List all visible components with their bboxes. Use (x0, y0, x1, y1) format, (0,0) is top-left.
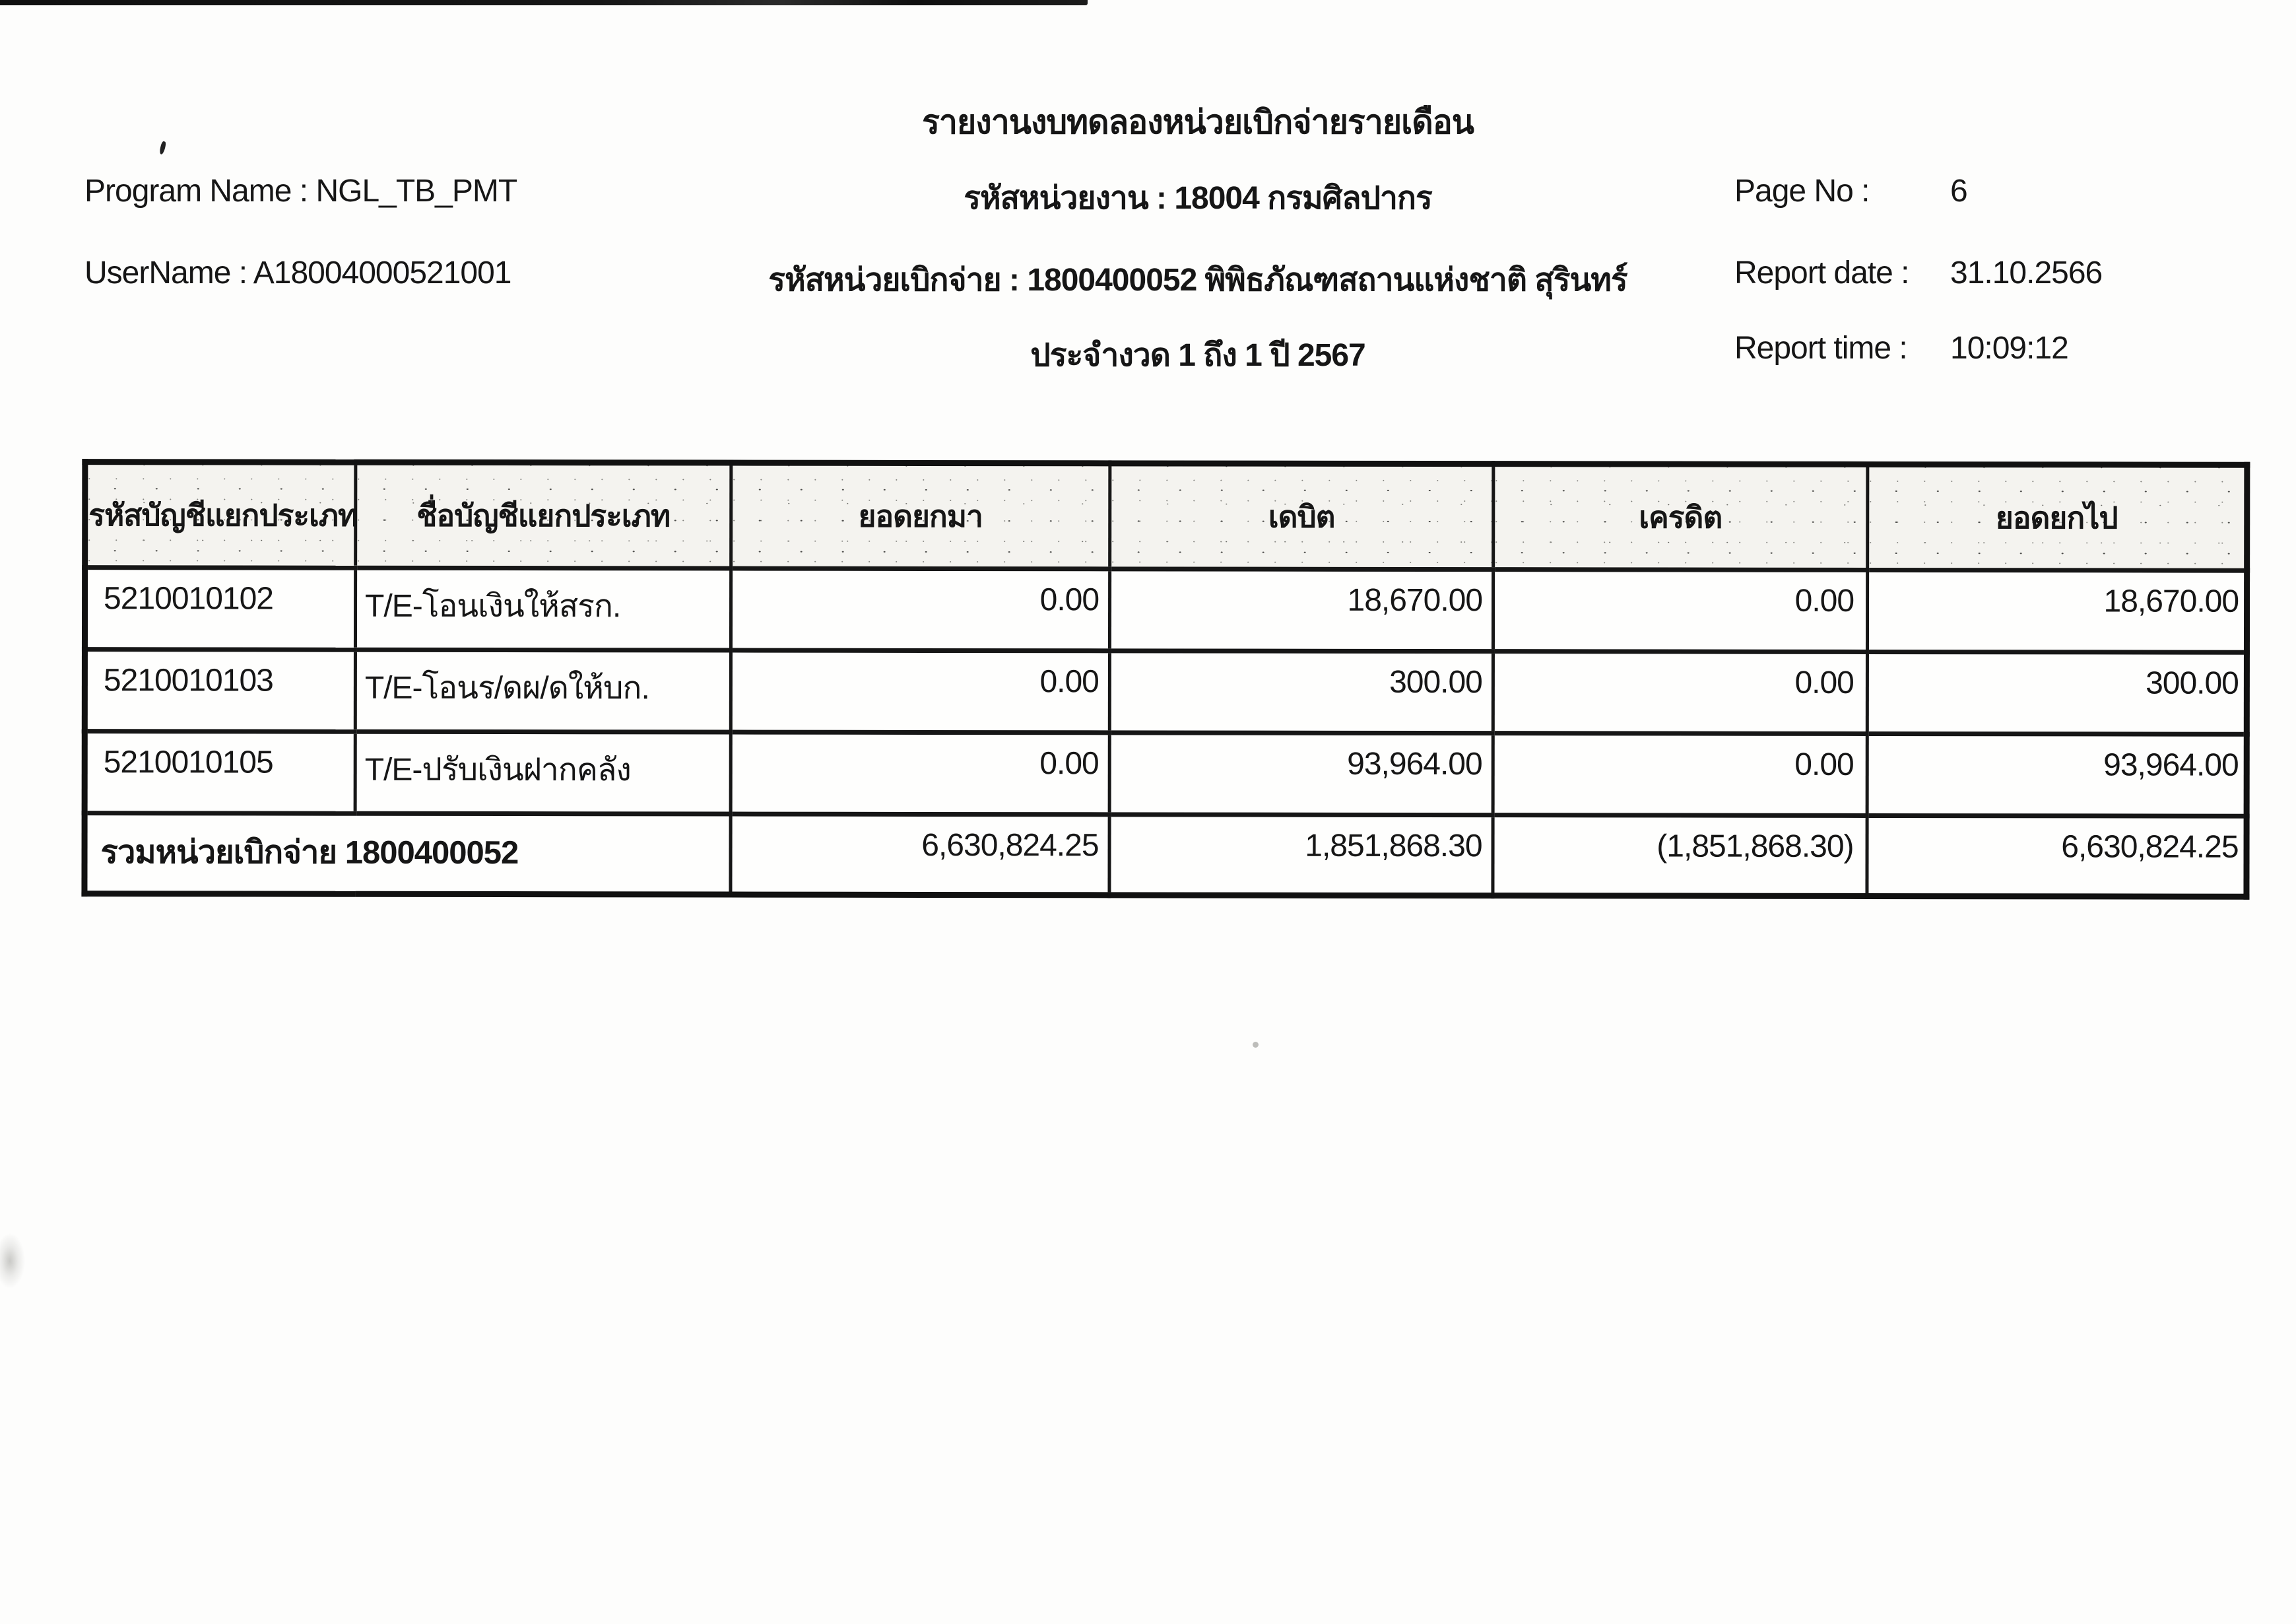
column-header-credit: เครดิต (1493, 464, 1868, 570)
total-opening-balance-cell: 6,630,824.25 (731, 814, 1109, 895)
report-time-label: Report time : (1734, 331, 1907, 366)
column-header-account-name: ชื่อบัญชีแยกประเภท (356, 462, 731, 568)
debit-cell: 18,670.00 (1109, 569, 1493, 652)
user-name-line: UserName : A18004000521001 (84, 255, 511, 290)
total-credit-cell: (1,851,868.30) (1493, 815, 1867, 897)
agency-code-line: รหัสหน่วยงาน : 18004 กรมศิลปากร (964, 181, 1432, 216)
report-date-label: Report date : (1734, 255, 1909, 290)
account-name-cell: T/E-ปรับเงินฝากคลัง (355, 731, 731, 814)
period-line: ประจำงวด 1 ถึง 1 ปี 2567 (1030, 338, 1365, 373)
column-header-account-code: รหัสบัญชีแยกประเภท (85, 462, 356, 568)
account-code-cell: 5210010103 (84, 650, 355, 732)
disbursement-unit-line: รหัสหน่วยเบิกจ่าย : 1800400052 พิพิธภัณฑสถานแห่งชาติ สุรินทร์ (768, 263, 1627, 298)
program-name-line: Program Name : NGL_TB_PMT (84, 174, 517, 209)
trial-balance-table (81, 459, 2250, 900)
column-header-opening-balance: ยอดยกมา (731, 463, 1110, 569)
scan-artifact-smudge (0, 1233, 25, 1289)
opening-balance-cell: 0.00 (731, 568, 1109, 651)
table-header-row (85, 462, 2247, 571)
report-time-value: 10:09:12 (1950, 331, 2068, 366)
page-no-label: Page No : (1734, 174, 1870, 209)
report-title: รายงานงบทดลองหน่วยเบิกจ่ายรายเดือน (922, 104, 1474, 141)
credit-cell: 0.00 (1493, 733, 1867, 816)
scan-artifact-top-edge (0, 0, 1088, 5)
column-header-closing-balance: ยอดยกไป (1868, 464, 2247, 570)
account-name-cell: T/E-โอนเงินให้สรก. (355, 568, 731, 650)
closing-balance-cell: 300.00 (1867, 652, 2247, 734)
opening-balance-cell: 0.00 (731, 732, 1109, 815)
scan-artifact-speck (159, 141, 167, 154)
total-label-cell: รวมหน่วยเบิกจ่าย 1800400052 (84, 813, 731, 895)
account-name-cell: T/E-โอนร/ดผ/ดให้บก. (355, 650, 731, 732)
total-closing-balance-cell: 6,630,824.25 (1867, 815, 2247, 897)
closing-balance-cell: 18,670.00 (1867, 570, 2247, 652)
report-date-value: 31.10.2566 (1950, 255, 2103, 290)
credit-cell: 0.00 (1493, 570, 1867, 652)
column-header-debit: เดบิต (1110, 463, 1493, 570)
table-row (84, 650, 2247, 735)
page-no-value: 6 (1950, 174, 1967, 209)
opening-balance-cell: 0.00 (731, 650, 1109, 733)
table-row (84, 568, 2247, 653)
scan-artifact-dot (1253, 1042, 1259, 1048)
debit-cell: 300.00 (1109, 651, 1493, 733)
table-row (84, 731, 2247, 817)
account-code-cell: 5210010102 (84, 568, 355, 650)
debit-cell: 93,964.00 (1109, 733, 1493, 815)
credit-cell: 0.00 (1493, 652, 1867, 734)
total-row (84, 813, 2247, 897)
total-debit-cell: 1,851,868.30 (1109, 815, 1493, 896)
account-code-cell: 5210010105 (84, 731, 355, 814)
closing-balance-cell: 93,964.00 (1867, 733, 2247, 816)
